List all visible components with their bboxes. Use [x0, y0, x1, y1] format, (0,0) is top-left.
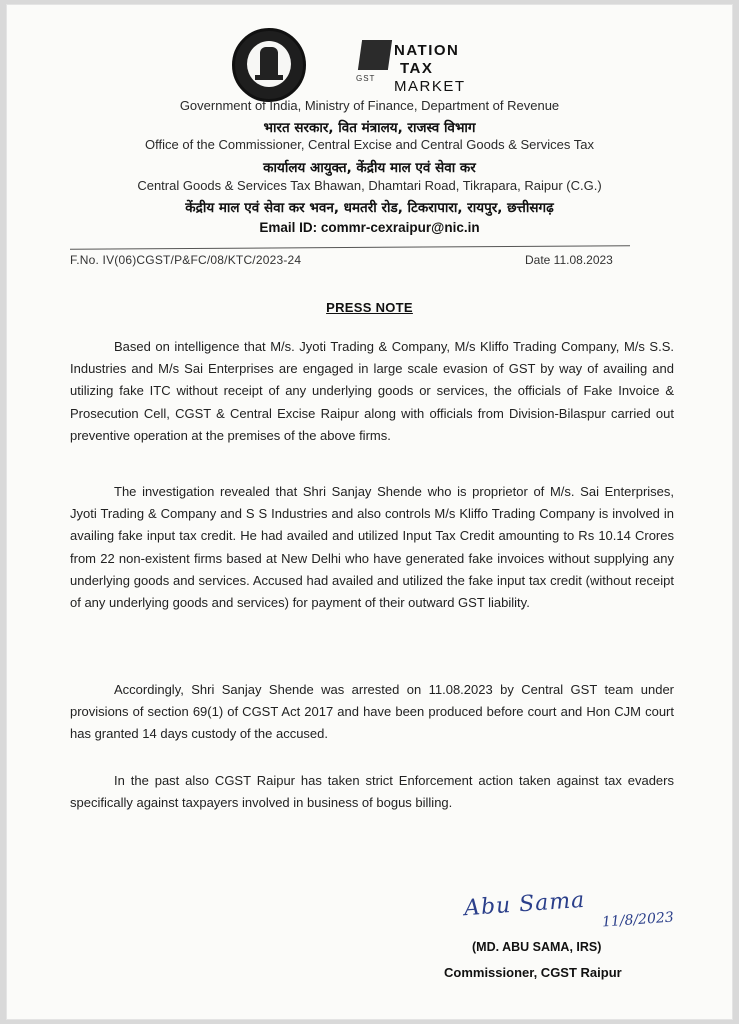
address-hindi: केंद्रीय माल एवं सेवा कर भवन, धमतरी रोड, टिकरापारा, रायपुर, छत्तीसगढ़	[185, 200, 554, 216]
paragraph-enforcement: In the past also CGST Raipur has taken strict Enforcement action taken against tax evaders specifically against taxpayers involved in business of bogus billing.	[70, 773, 674, 811]
paragraph-arrest: Accordingly, Shri Sanjay Shende was arrested on 11.08.2023 by Central GST team under provisions of section 69(1) of CGST Act 2017 and have been produced before court and Hon CJM court has granted 14 days custody of the accused.	[70, 682, 674, 742]
ntm-mark-icon	[358, 40, 392, 70]
signature-date: 11/8/2023	[601, 909, 675, 931]
paragraph-investigation: The investigation revealed that Shri Sanjay Shende who is proprietor of M/s. Sai Enterprises, Jyoti Trading & Company and S S Industries and also controls M/s Kliffo Trading Company is involved in availing fake input tax credit. He had availed and utilized Input Tax Credit amounting to Rs 10.14 Crores from 22 non-existent firms based at New Delhi who have generated fake invoices without supplying any underlying goods and services. Accused had availed and utilized the fake input tax credit (without receipt of any underlying goods and services) for payment of their outward GST liability.	[70, 484, 674, 611]
ntm-word-2: TAX	[400, 60, 434, 77]
address-english: Central Goods & Services Tax Bhawan, Dhamtari Road, Tikrapara, Raipur (C.G.)	[137, 178, 602, 193]
office-email: Email ID: commr-cexraipur@nic.in	[259, 220, 480, 235]
nation-tax-market-logo	[356, 36, 500, 98]
document-date: Date 11.08.2023	[525, 253, 613, 267]
ntm-word-3: MARKET	[394, 78, 466, 95]
office-english: Office of the Commissioner, Central Excise and Central Goods & Services Tax	[145, 137, 594, 152]
ministry-english: Government of India, Ministry of Finance, Department of Revenue	[179, 98, 560, 113]
office-hindi: कार्यालय आयुक्त, केंद्रीय माल एवं सेवा कर	[263, 160, 476, 176]
handwritten-signature	[462, 887, 682, 942]
file-number: F.No. IV(06)CGST/P&FC/08/KTC/2023-24	[70, 253, 302, 267]
header-logos	[232, 28, 502, 98]
ntm-word-1: NATION	[394, 42, 460, 59]
press-note-heading: PRESS NOTE	[326, 300, 413, 315]
paragraph-intelligence: Based on intelligence that M/s. Jyoti Trading & Company, M/s Kliffo Trading Company, M/s S.S. Industries and M/s Sai Enterprises are engaged in large scale evasion of GST by way of availing and utilizing fake ITC without receipt of any underlying goods or services, the officials of Fake Invoice & Prosecution Cell, CGST & Central Excise Raipur along with officials from Division-Bilaspur carried out preventive operation at the premises of the above firms.	[70, 339, 674, 443]
ntm-small-text: GST	[356, 74, 376, 83]
signatory-name: (MD. ABU SAMA, IRS)	[472, 940, 602, 954]
cbic-emblem-icon	[232, 28, 306, 102]
signature-scrawl: Abu Sama	[463, 887, 587, 922]
signatory-title: Commissioner, CGST Raipur	[444, 965, 622, 980]
ministry-hindi: भारत सरकार, वित मंत्रालय, राजस्व विभाग	[263, 120, 476, 136]
